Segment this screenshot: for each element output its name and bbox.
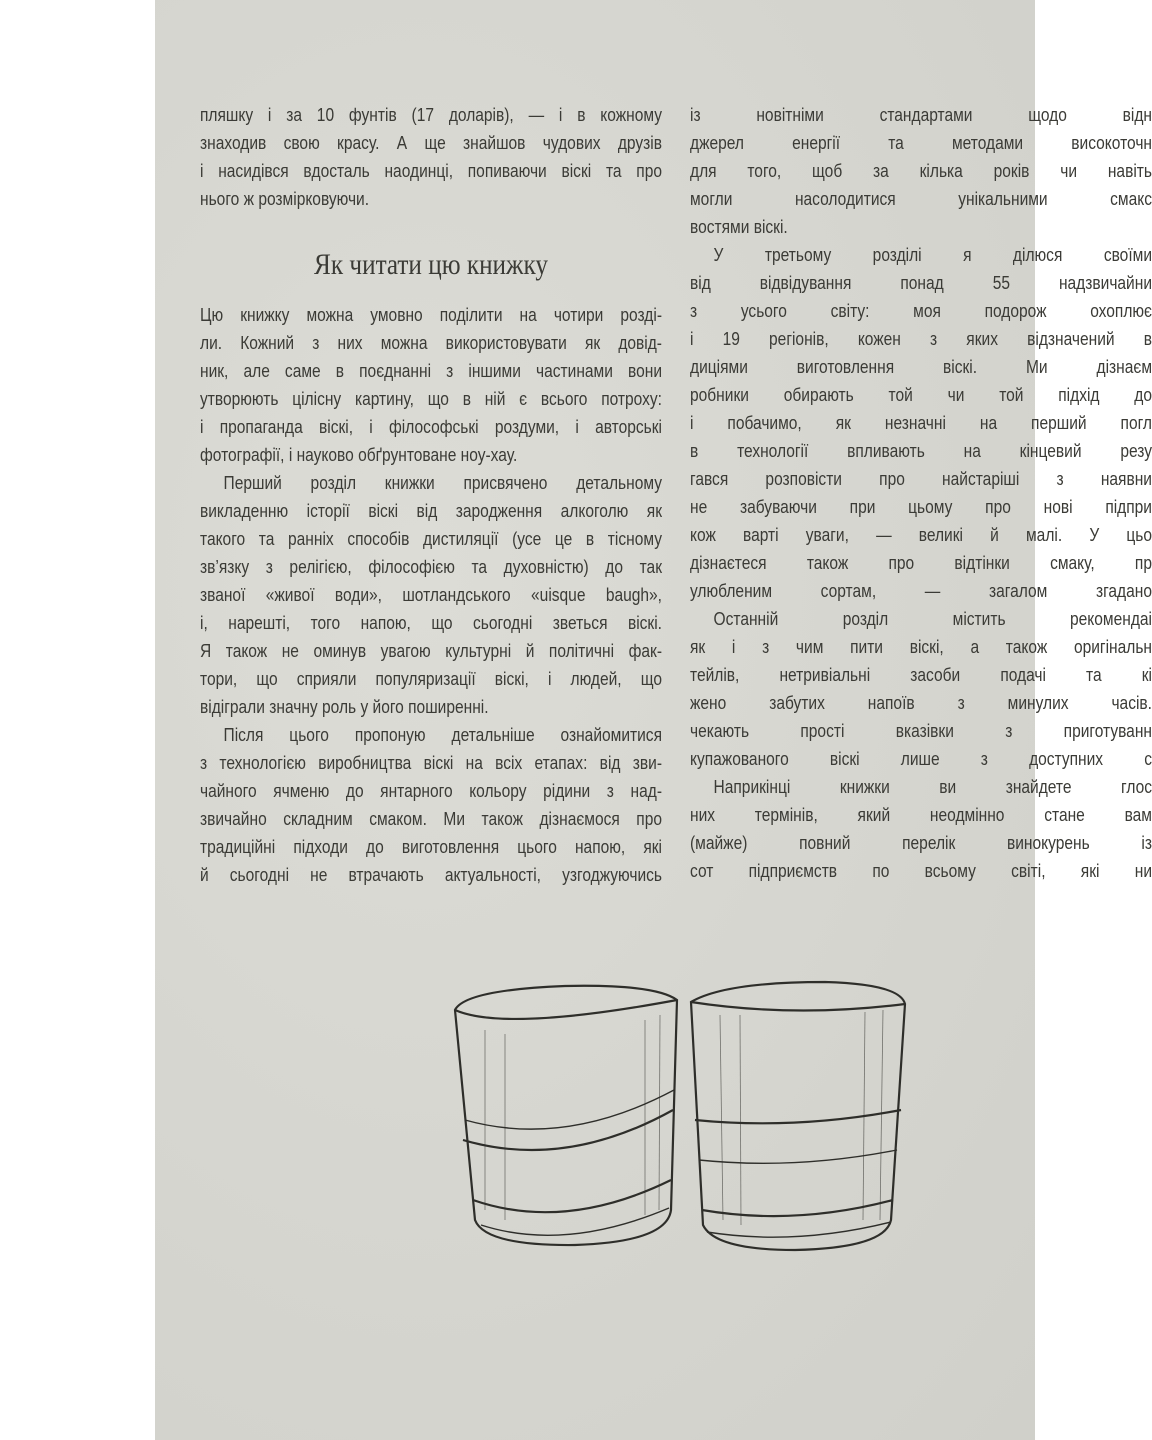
text-line: сот підприємств по всьому світі, які ни: [690, 860, 1152, 881]
paragraph: [200, 301, 662, 469]
text-line: зв’язку з релігією, філософією та духовністю) до так: [200, 556, 662, 577]
text-line: кож варті уваги, — великі й малі. У цьо: [690, 524, 1152, 545]
text-line: викладенню історії віскі від зародження алкоголю як: [200, 500, 662, 521]
paragraph: [200, 469, 662, 721]
text-line: для того, щоб за кілька років чи навіть: [690, 160, 1152, 181]
paragraph: [690, 773, 1152, 885]
text-line: купажованого віскі лише з доступних с: [690, 748, 1152, 769]
text-line: знаходив свою красу. А ще знайшов чудових друзів: [200, 132, 662, 153]
text-line: Я також не оминув увагою культурні й політичні фак-: [200, 640, 662, 661]
text-line: і 19 регіонів, кожен з яких відзначений в: [690, 328, 1152, 349]
text-line: відіграли значну роль у його поширенні.: [200, 696, 489, 717]
text-line: чайного ячменю до янтарного кольору рідини з над-: [200, 780, 662, 801]
text-line: гався розповісти про найстаріші з наявни: [690, 468, 1152, 489]
text-line: нього ж розмірковуючи.: [200, 188, 370, 209]
text-line: востями віскі.: [690, 216, 788, 237]
text-line: не забуваючи при цьому про нові підпри: [690, 496, 1152, 517]
paragraph: [690, 241, 1152, 605]
text-line: ли. Кожний з них можна використовувати як довід-: [200, 332, 662, 353]
text-line: традиційні підходи до виготовлення цього напою, які: [200, 836, 662, 857]
text-line: Останній розділ містить рекомендаі: [713, 608, 1152, 629]
text-line: тейлів, нетривіальні засоби подачі та кі: [690, 664, 1152, 685]
text-line: улюбленим сортам, — загалом згадано: [690, 580, 1152, 601]
text-line: з технологією виробництва віскі на всіх етапах: від зви-: [200, 752, 662, 773]
paragraph: [690, 101, 1152, 241]
text-line: Перший розділ книжки присвячено детальному: [223, 472, 662, 493]
text-line: і пропаганда віскі, і філософські роздуми, і авторські: [200, 416, 662, 437]
text-line: Після цього пропоную детальніше ознайомитися: [223, 724, 662, 745]
paragraph: [690, 605, 1152, 773]
text-line: (майже) повний перелік винокурень із: [690, 832, 1152, 853]
text-line: Цю книжку можна умовно поділити на чотири розді-: [200, 304, 662, 325]
text-line: утворюють цілісну картину, що в ній є всього потроху:: [200, 388, 662, 409]
text-line: і насидівся вдосталь наодинці, попиваючи віскі та про: [200, 160, 662, 181]
right-text-column: [690, 101, 1152, 885]
text-line: такого та ранніх способів дистиляції (усе це в тісному: [200, 528, 662, 549]
book-page: [155, 0, 1152, 1440]
text-line: звичайно складним смаком. Ми також дізнаємося про: [200, 808, 662, 829]
text-line: пляшку і за 10 фунтів (17 доларів), — і в кожному: [200, 104, 662, 125]
paragraph: [200, 101, 662, 213]
text-line: жено забутих напоїв з минулих часів.: [690, 692, 1152, 713]
text-line: із новітніми стандартами щодо відн: [690, 104, 1152, 125]
text-line: могли насолодитися унікальними смакс: [690, 188, 1152, 209]
text-line: і побачимо, як незначні на перший погл: [690, 412, 1152, 433]
text-line: і, нарешті, того напою, що сьогодні зветься віскі.: [200, 612, 662, 633]
text-line: й сьогодні не втрачають актуальності, узгоджуючись: [200, 864, 662, 885]
text-line: фотографії, і науково обґрунтоване ноу-хау.: [200, 444, 518, 465]
paragraph: [200, 721, 662, 889]
text-line: званої «живої води», шотландського «uisque baugh»,: [200, 584, 662, 605]
text-line: тори, що сприяли популяризації віскі, і людей, що: [200, 668, 662, 689]
text-line: дізнаєтеся також про відтінки смаку, пр: [690, 552, 1152, 573]
text-line: від відвідування понад 55 надзвичайни: [690, 272, 1152, 293]
text-line: джерел енергії та методами високоточн: [690, 132, 1152, 153]
text-line: в технології впливають на кінцевий резу: [690, 440, 1152, 461]
left-text-column: [200, 101, 662, 889]
whisky-glasses-illustration: [445, 970, 915, 1260]
text-line: з усього світу: моя подорож охоплює: [690, 300, 1152, 321]
section-heading: Як читати цю книжку: [314, 248, 548, 281]
text-line: як і з чим пити віскі, а також оригінальн: [690, 636, 1152, 657]
text-line: Наприкінці книжки ви знайдете глос: [713, 776, 1152, 797]
text-line: диціями виготовлення віскі. Ми дізнаєм: [690, 356, 1152, 377]
text-line: чекають прості вказівки з приготуванн: [690, 720, 1152, 741]
text-line: них термінів, який неодмінно стане вам: [690, 804, 1152, 825]
text-line: робники обирають той чи той підхід до: [690, 384, 1152, 405]
text-line: ник, але саме в поєднанні з іншими частинами вони: [200, 360, 662, 381]
text-line: У третьому розділі я ділюся своїми: [713, 244, 1152, 265]
